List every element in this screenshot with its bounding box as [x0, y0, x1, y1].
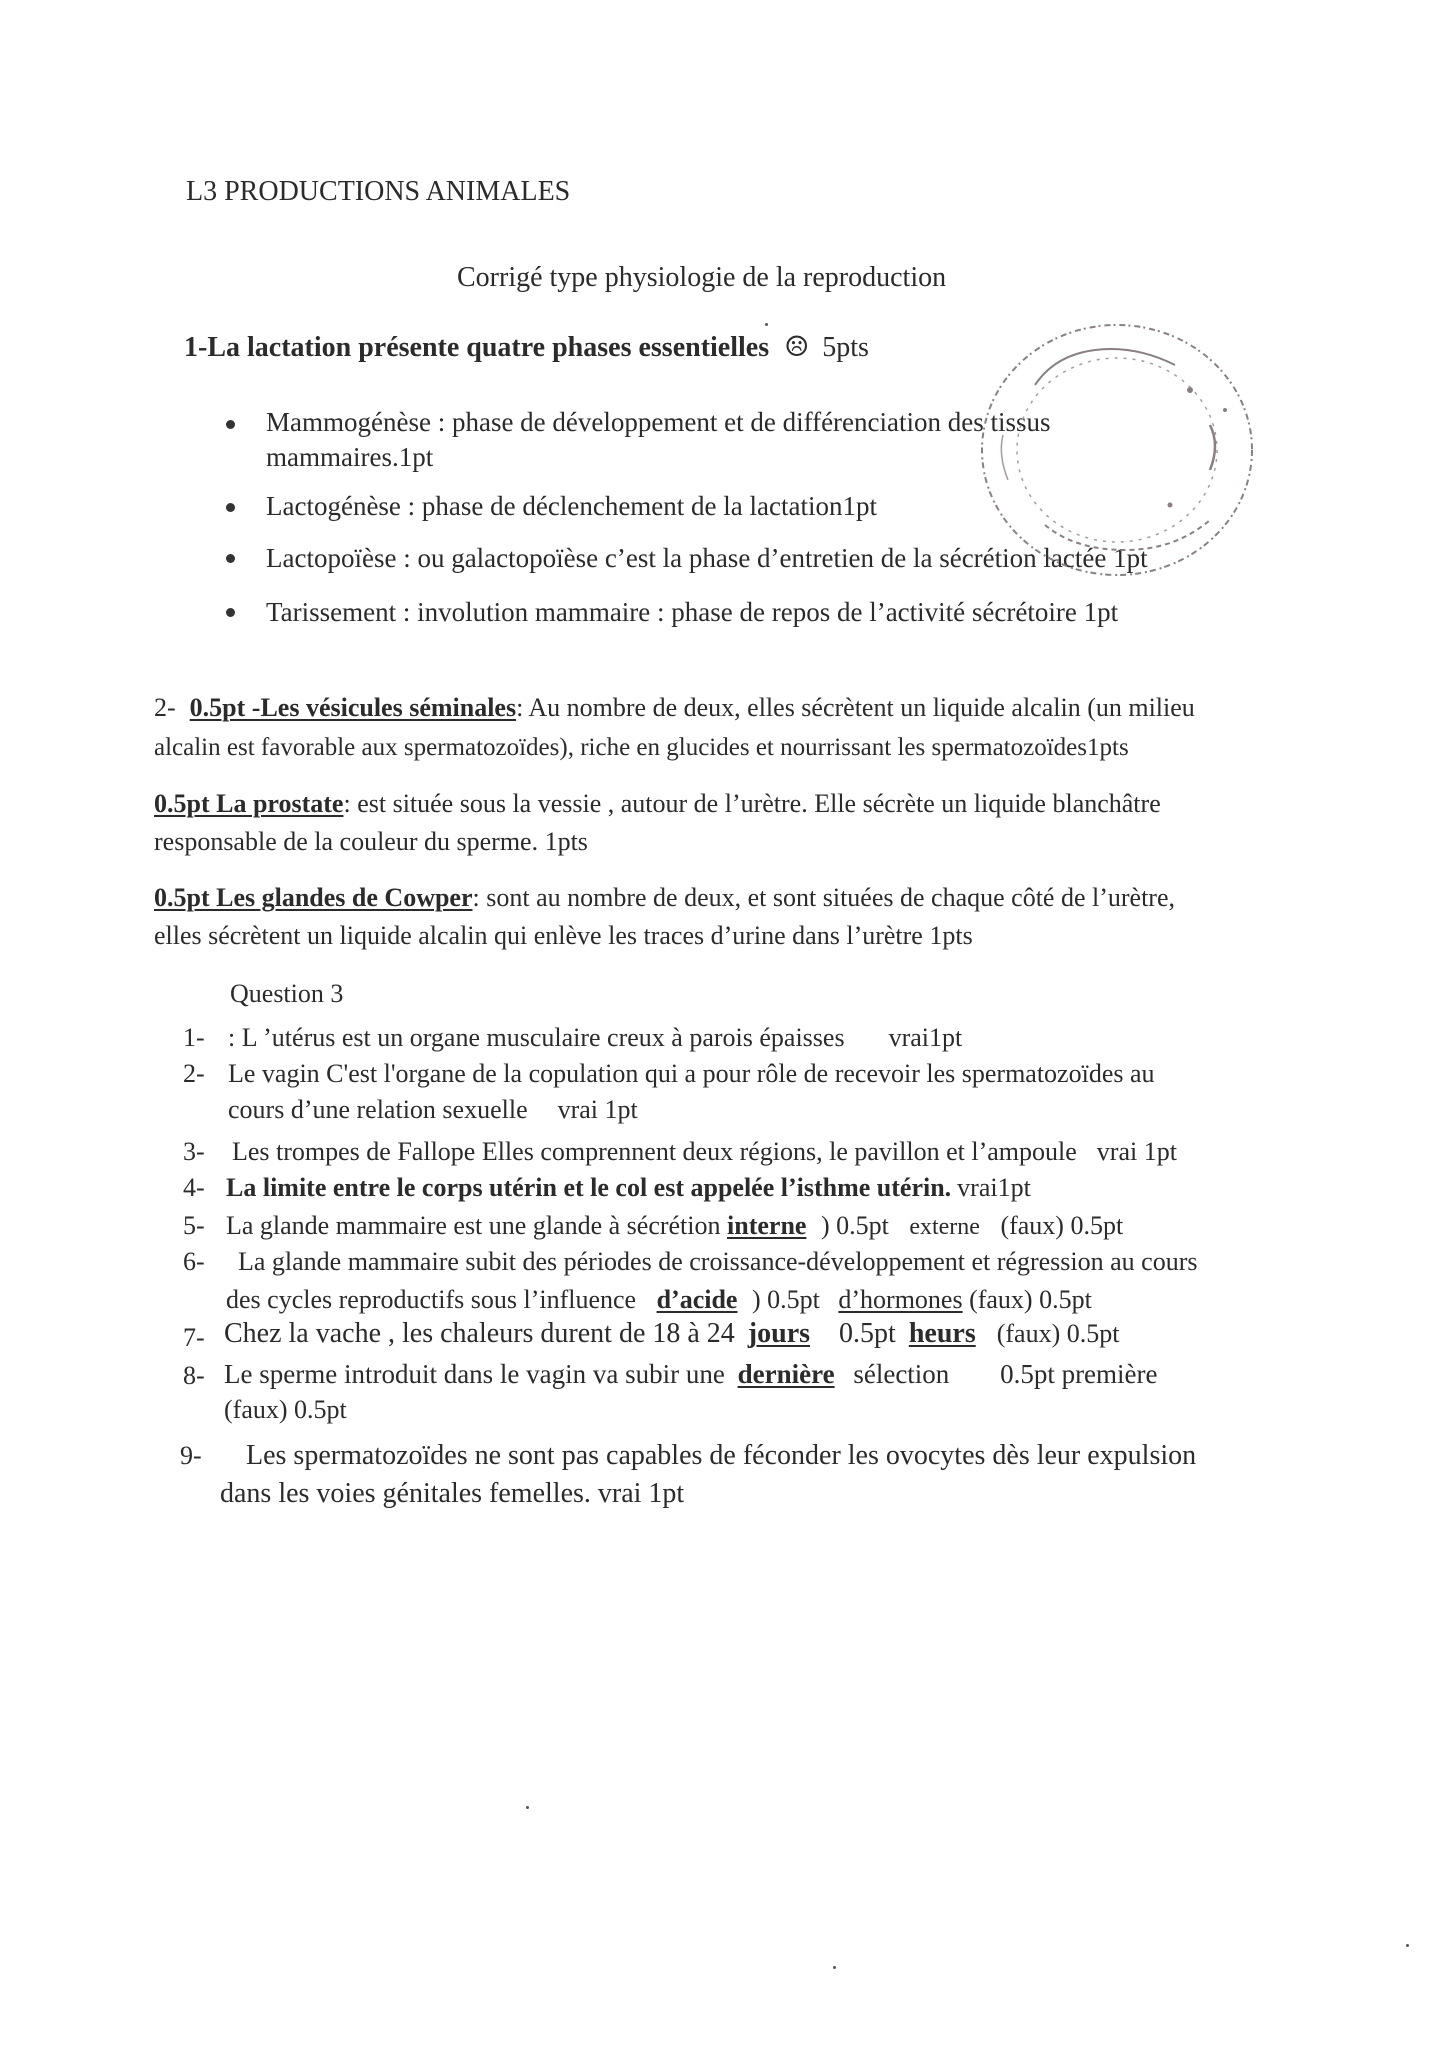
vesicules-text1: : Au nombre de deux, elles sécrètent un liquide alcalin (un milieu — [516, 693, 1195, 722]
vesicules-line1 — [154, 692, 1195, 724]
q4-text: La limite entre le corps utérin et le col est appelée l’isthme utérin. — [226, 1173, 952, 1202]
q7-line — [224, 1318, 1119, 1350]
q5-correction: externe — [909, 1214, 980, 1240]
cowper-text1: : sont au nombre de deux, et sont situées de chaque côté de l’urètre, — [472, 883, 1175, 912]
course-title: L3 PRODUCTIONS ANIMALES — [186, 176, 571, 207]
vesicules-label: 0.5pt -Les vésicules séminales — [189, 693, 517, 722]
q1-text: : L ’utérus est un organe musculaire creux à parois épaisses — [228, 1023, 845, 1052]
scan-speck — [1406, 1944, 1409, 1947]
scan-speck — [765, 323, 768, 326]
q6-line2 — [226, 1284, 1092, 1316]
q1-number: 1- — [183, 1023, 205, 1052]
sad-face-icon: ☹ — [784, 332, 810, 363]
q7-word: jours — [747, 1318, 811, 1349]
q7-number: 7- — [183, 1323, 205, 1352]
cowper-label: 0.5pt Les glandes de Cowper — [154, 883, 473, 912]
q8-after: sélection — [853, 1359, 950, 1389]
q7-after: 0.5pt — [839, 1318, 896, 1349]
scan-speck — [526, 1806, 529, 1809]
section1-points: 5pts — [822, 332, 869, 363]
section1-heading — [184, 332, 869, 364]
q2-number: 2- — [183, 1059, 205, 1088]
vesicules-line2: alcalin est favorable aux spermatozoïdes), riche en glucides et nourrissant les spermatozoïdes1pts — [154, 734, 1129, 761]
bullet-mammogenese-line1: Mammogénèse : phase de développement et de différenciation des tissus — [266, 407, 1051, 437]
scan-speck — [833, 1966, 836, 1969]
cowper-line1 — [154, 882, 1175, 914]
bullet-mammogenese-line2: mammaires.1pt — [266, 442, 434, 472]
bullet-icon — [226, 503, 235, 512]
seal-stamp — [975, 315, 1260, 585]
q5-tail: (faux) 0.5pt — [1000, 1211, 1124, 1240]
cowper-line2: elles sécrètent un liquide alcalin qui enlève les traces d’urine dans l’urètre 1pts — [154, 921, 973, 950]
q9-line1: Les spermatozoïdes ne sont pas capables de féconder les ovocytes dès leur expulsion — [246, 1440, 1197, 1471]
q6-tail: (faux) 0.5pt — [969, 1285, 1092, 1314]
prostate-label: 0.5pt La prostate — [154, 789, 344, 818]
q6-correction: d’hormones — [838, 1285, 963, 1314]
bullet-icon — [226, 420, 235, 429]
q6-number: 6- — [183, 1247, 205, 1276]
q3-answer: vrai 1pt — [1096, 1137, 1177, 1166]
bullet-lactogenese: Lactogénèse : phase de déclenchement de la lactation1pt — [266, 491, 877, 521]
prostate-text1: : est située sous la vessie , autour de l’urètre. Elle sécrète un liquide blanchâtre — [343, 789, 1161, 818]
bullet-icon — [226, 554, 235, 563]
bullet-tarissement: Tarissement : involution mammaire : phase de repos de l’activité sécrétoire 1pt — [266, 597, 1119, 627]
q7-text: Chez la vache , les chaleurs durent de 18 à 24 — [224, 1318, 735, 1349]
vesicules-number: 2- — [154, 693, 176, 722]
document-title: Corrigé type physiologie de la reproduction — [457, 262, 947, 293]
q2-answer: vrai 1pt — [557, 1095, 638, 1124]
q8-line2: (faux) 0.5pt — [224, 1395, 347, 1424]
q8-line1 — [224, 1358, 1158, 1390]
q5-number: 5- — [183, 1211, 205, 1240]
q5-word: interne — [727, 1211, 807, 1240]
q8-tail: 0.5pt première — [1000, 1359, 1158, 1389]
q7-correction: heurs — [908, 1318, 976, 1349]
q4-answer: vrai1pt — [957, 1173, 1031, 1202]
section1-heading-text: 1-La lactation présente quatre phases essentielles — [184, 332, 770, 363]
q1-line — [228, 1022, 962, 1054]
bullet-lactopoiese: Lactopoïèse : ou galactopoïèse c’est la phase d’entretien de la sécrétion lactée 1pt — [266, 543, 1148, 573]
q9-line2: dans les voies génitales femelles. vrai 1pt — [220, 1478, 685, 1509]
q5-after: ) 0.5pt — [820, 1211, 889, 1240]
q9-number: 9- — [180, 1441, 202, 1470]
q4-line — [226, 1172, 1031, 1204]
q8-text: Le sperme introduit dans le vagin va subir une — [224, 1359, 725, 1389]
q7-tail: (faux) 0.5pt — [996, 1319, 1120, 1348]
prostate-line2: responsable de la couleur du sperme. 1pts — [154, 827, 588, 856]
q6-text: des cycles reproductifs sous l’influence — [226, 1285, 637, 1314]
q8-number: 8- — [183, 1361, 205, 1390]
q2-text: cours d’une relation sexuelle — [228, 1095, 528, 1124]
prostate-line1 — [154, 788, 1161, 820]
q3-number: 3- — [183, 1137, 205, 1166]
q3-line — [232, 1136, 1177, 1168]
q6-word: d’acide — [656, 1285, 738, 1314]
q5-line — [226, 1210, 1123, 1243]
q1-answer: vrai1pt — [888, 1023, 963, 1052]
q4-number: 4- — [183, 1173, 205, 1202]
q8-word: dernière — [737, 1359, 835, 1389]
bullet-icon — [226, 608, 235, 617]
q6-after: ) 0.5pt — [751, 1285, 820, 1314]
q3-text: Les trompes de Fallope Elles comprennent deux régions, le pavillon et l’ampoule — [232, 1137, 1077, 1166]
q2-line2 — [228, 1094, 638, 1126]
q5-text: La glande mammaire est une glande à sécrétion — [226, 1211, 721, 1240]
q6-line1: La glande mammaire subit des périodes de croissance-développement et régression au cours — [238, 1247, 1198, 1276]
question3-heading: Question 3 — [230, 979, 344, 1008]
q2-line1: Le vagin C'est l'organe de la copulation qui a pour rôle de recevoir les spermatozoïdes au — [228, 1059, 1155, 1088]
